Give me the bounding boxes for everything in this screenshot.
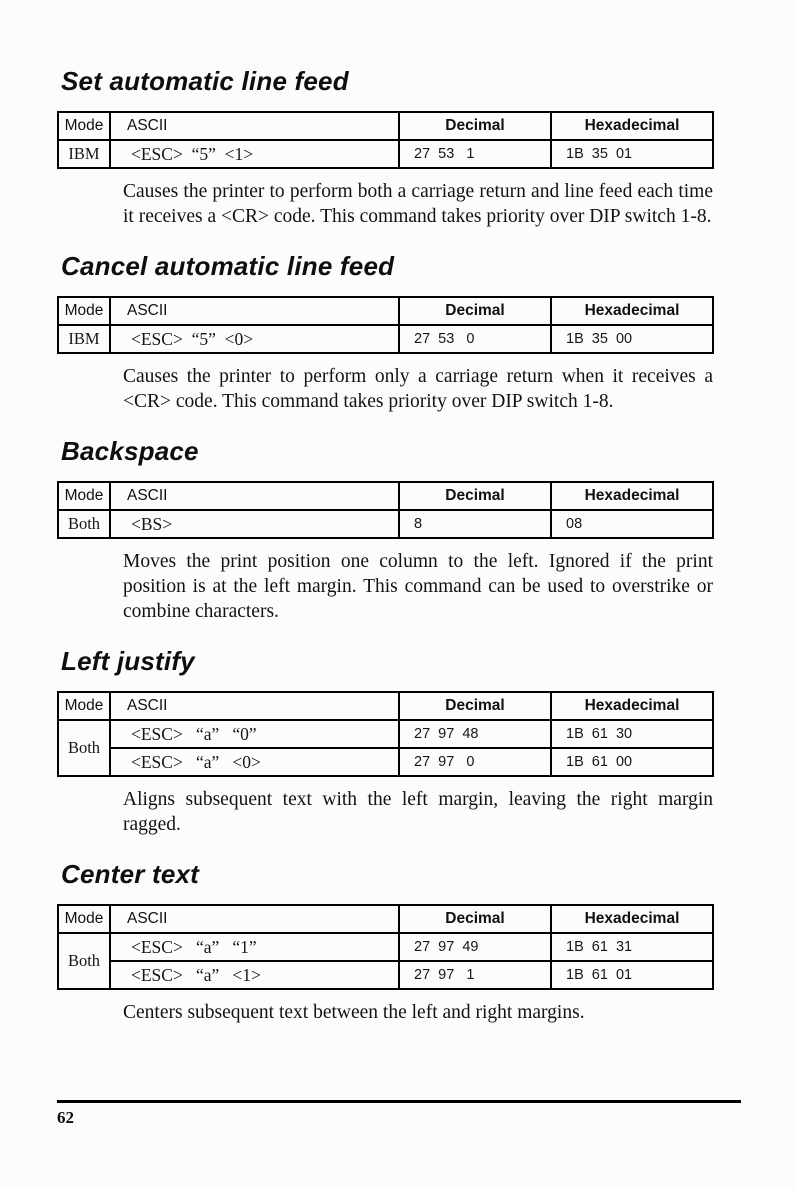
table-row [58, 720, 713, 748]
section-backspace [57, 436, 740, 624]
ascii-cell: <BS> [110, 510, 399, 538]
decimal-cell: 27 53 0 [399, 325, 551, 353]
section-description: Causes the printer to perform only a carriage return when it receives a <CR> code. This command takes priority over DIP switch 1-8. [123, 366, 713, 412]
decimal-cell: 27 97 48 [399, 720, 551, 748]
table-row [58, 140, 713, 168]
section-description: Aligns subsequent text with the left margin, leaving the right margin ragged. [123, 789, 713, 835]
table-header-row [58, 482, 713, 510]
section-title: Cancel automatic line feed [61, 251, 395, 281]
table-row [58, 961, 713, 989]
col-header-decimal: Decimal [399, 112, 551, 140]
col-header-ascii: ASCII [110, 482, 399, 510]
col-header-hexadecimal: Hexadecimal [551, 297, 713, 325]
col-header-mode: Mode [58, 297, 110, 325]
table-header-row [58, 112, 713, 140]
decimal-cell: 27 97 49 [399, 933, 551, 961]
decimal-cell: 27 97 0 [399, 748, 551, 776]
decimal-cell: 27 53 1 [399, 140, 551, 168]
section-title: Left justify [61, 646, 195, 676]
hexadecimal-cell: 08 [551, 510, 713, 538]
section-left-justify [57, 646, 740, 837]
col-header-mode: Mode [58, 482, 110, 510]
section-title: Backspace [61, 436, 199, 466]
col-header-ascii: ASCII [110, 112, 399, 140]
col-header-hexadecimal: Hexadecimal [551, 692, 713, 720]
section-title: Set automatic line feed [61, 66, 349, 96]
section-cancel-automatic-line-feed [57, 251, 740, 414]
table-row [58, 748, 713, 776]
table-row [58, 510, 713, 538]
col-header-decimal: Decimal [399, 692, 551, 720]
col-header-hexadecimal: Hexadecimal [551, 482, 713, 510]
table-row [58, 933, 713, 961]
col-header-mode: Mode [58, 112, 110, 140]
hexadecimal-cell: 1B 61 01 [551, 961, 713, 989]
section-title: Center text [61, 859, 200, 889]
ascii-cell: <ESC> “a” <0> [110, 748, 399, 776]
col-header-mode: Mode [58, 692, 110, 720]
command-table [57, 296, 714, 354]
hexadecimal-cell: 1B 61 30 [551, 720, 713, 748]
col-header-hexadecimal: Hexadecimal [551, 112, 713, 140]
col-header-mode: Mode [58, 905, 110, 933]
footer-rule [57, 1100, 741, 1103]
section-description: Centers subsequent text between the left and right margins. [123, 1002, 585, 1023]
col-header-decimal: Decimal [399, 905, 551, 933]
col-header-decimal: Decimal [399, 297, 551, 325]
hexadecimal-cell: 1B 35 01 [551, 140, 713, 168]
ascii-cell: <ESC> “a” “0” [110, 720, 399, 748]
table-header-row [58, 692, 713, 720]
command-table [57, 904, 714, 990]
decimal-cell: 8 [399, 510, 551, 538]
mode-cell: IBM [58, 325, 110, 353]
table-header-row [58, 905, 713, 933]
col-header-decimal: Decimal [399, 482, 551, 510]
ascii-cell: <ESC> “5” <0> [110, 325, 399, 353]
page-number: 62 [57, 1108, 74, 1127]
col-header-ascii: ASCII [110, 905, 399, 933]
col-header-ascii: ASCII [110, 692, 399, 720]
command-table [57, 691, 714, 777]
ascii-cell: <ESC> “a” <1> [110, 961, 399, 989]
ascii-cell: <ESC> “5” <1> [110, 140, 399, 168]
mode-cell: Both [58, 933, 110, 989]
table-row [58, 325, 713, 353]
command-table [57, 111, 714, 169]
col-header-hexadecimal: Hexadecimal [551, 905, 713, 933]
mode-cell: Both [58, 510, 110, 538]
table-header-row [58, 297, 713, 325]
col-header-ascii: ASCII [110, 297, 399, 325]
section-center-text [57, 859, 740, 1025]
hexadecimal-cell: 1B 35 00 [551, 325, 713, 353]
command-table [57, 481, 714, 539]
mode-cell: IBM [58, 140, 110, 168]
section-set-automatic-line-feed [57, 66, 740, 229]
section-description: Causes the printer to perform both a carriage return and line feed each time it receives a <CR> code. This command takes priority over DIP switch 1-8. [123, 181, 713, 227]
mode-cell: Both [58, 720, 110, 776]
hexadecimal-cell: 1B 61 00 [551, 748, 713, 776]
section-description: Moves the print position one column to the left. Ignored if the print position is at the left margin. This command can be used to overstrike or combine characters. [123, 551, 713, 622]
ascii-cell: <ESC> “a” “1” [110, 933, 399, 961]
decimal-cell: 27 97 1 [399, 961, 551, 989]
page-footer [57, 1100, 741, 1128]
hexadecimal-cell: 1B 61 31 [551, 933, 713, 961]
